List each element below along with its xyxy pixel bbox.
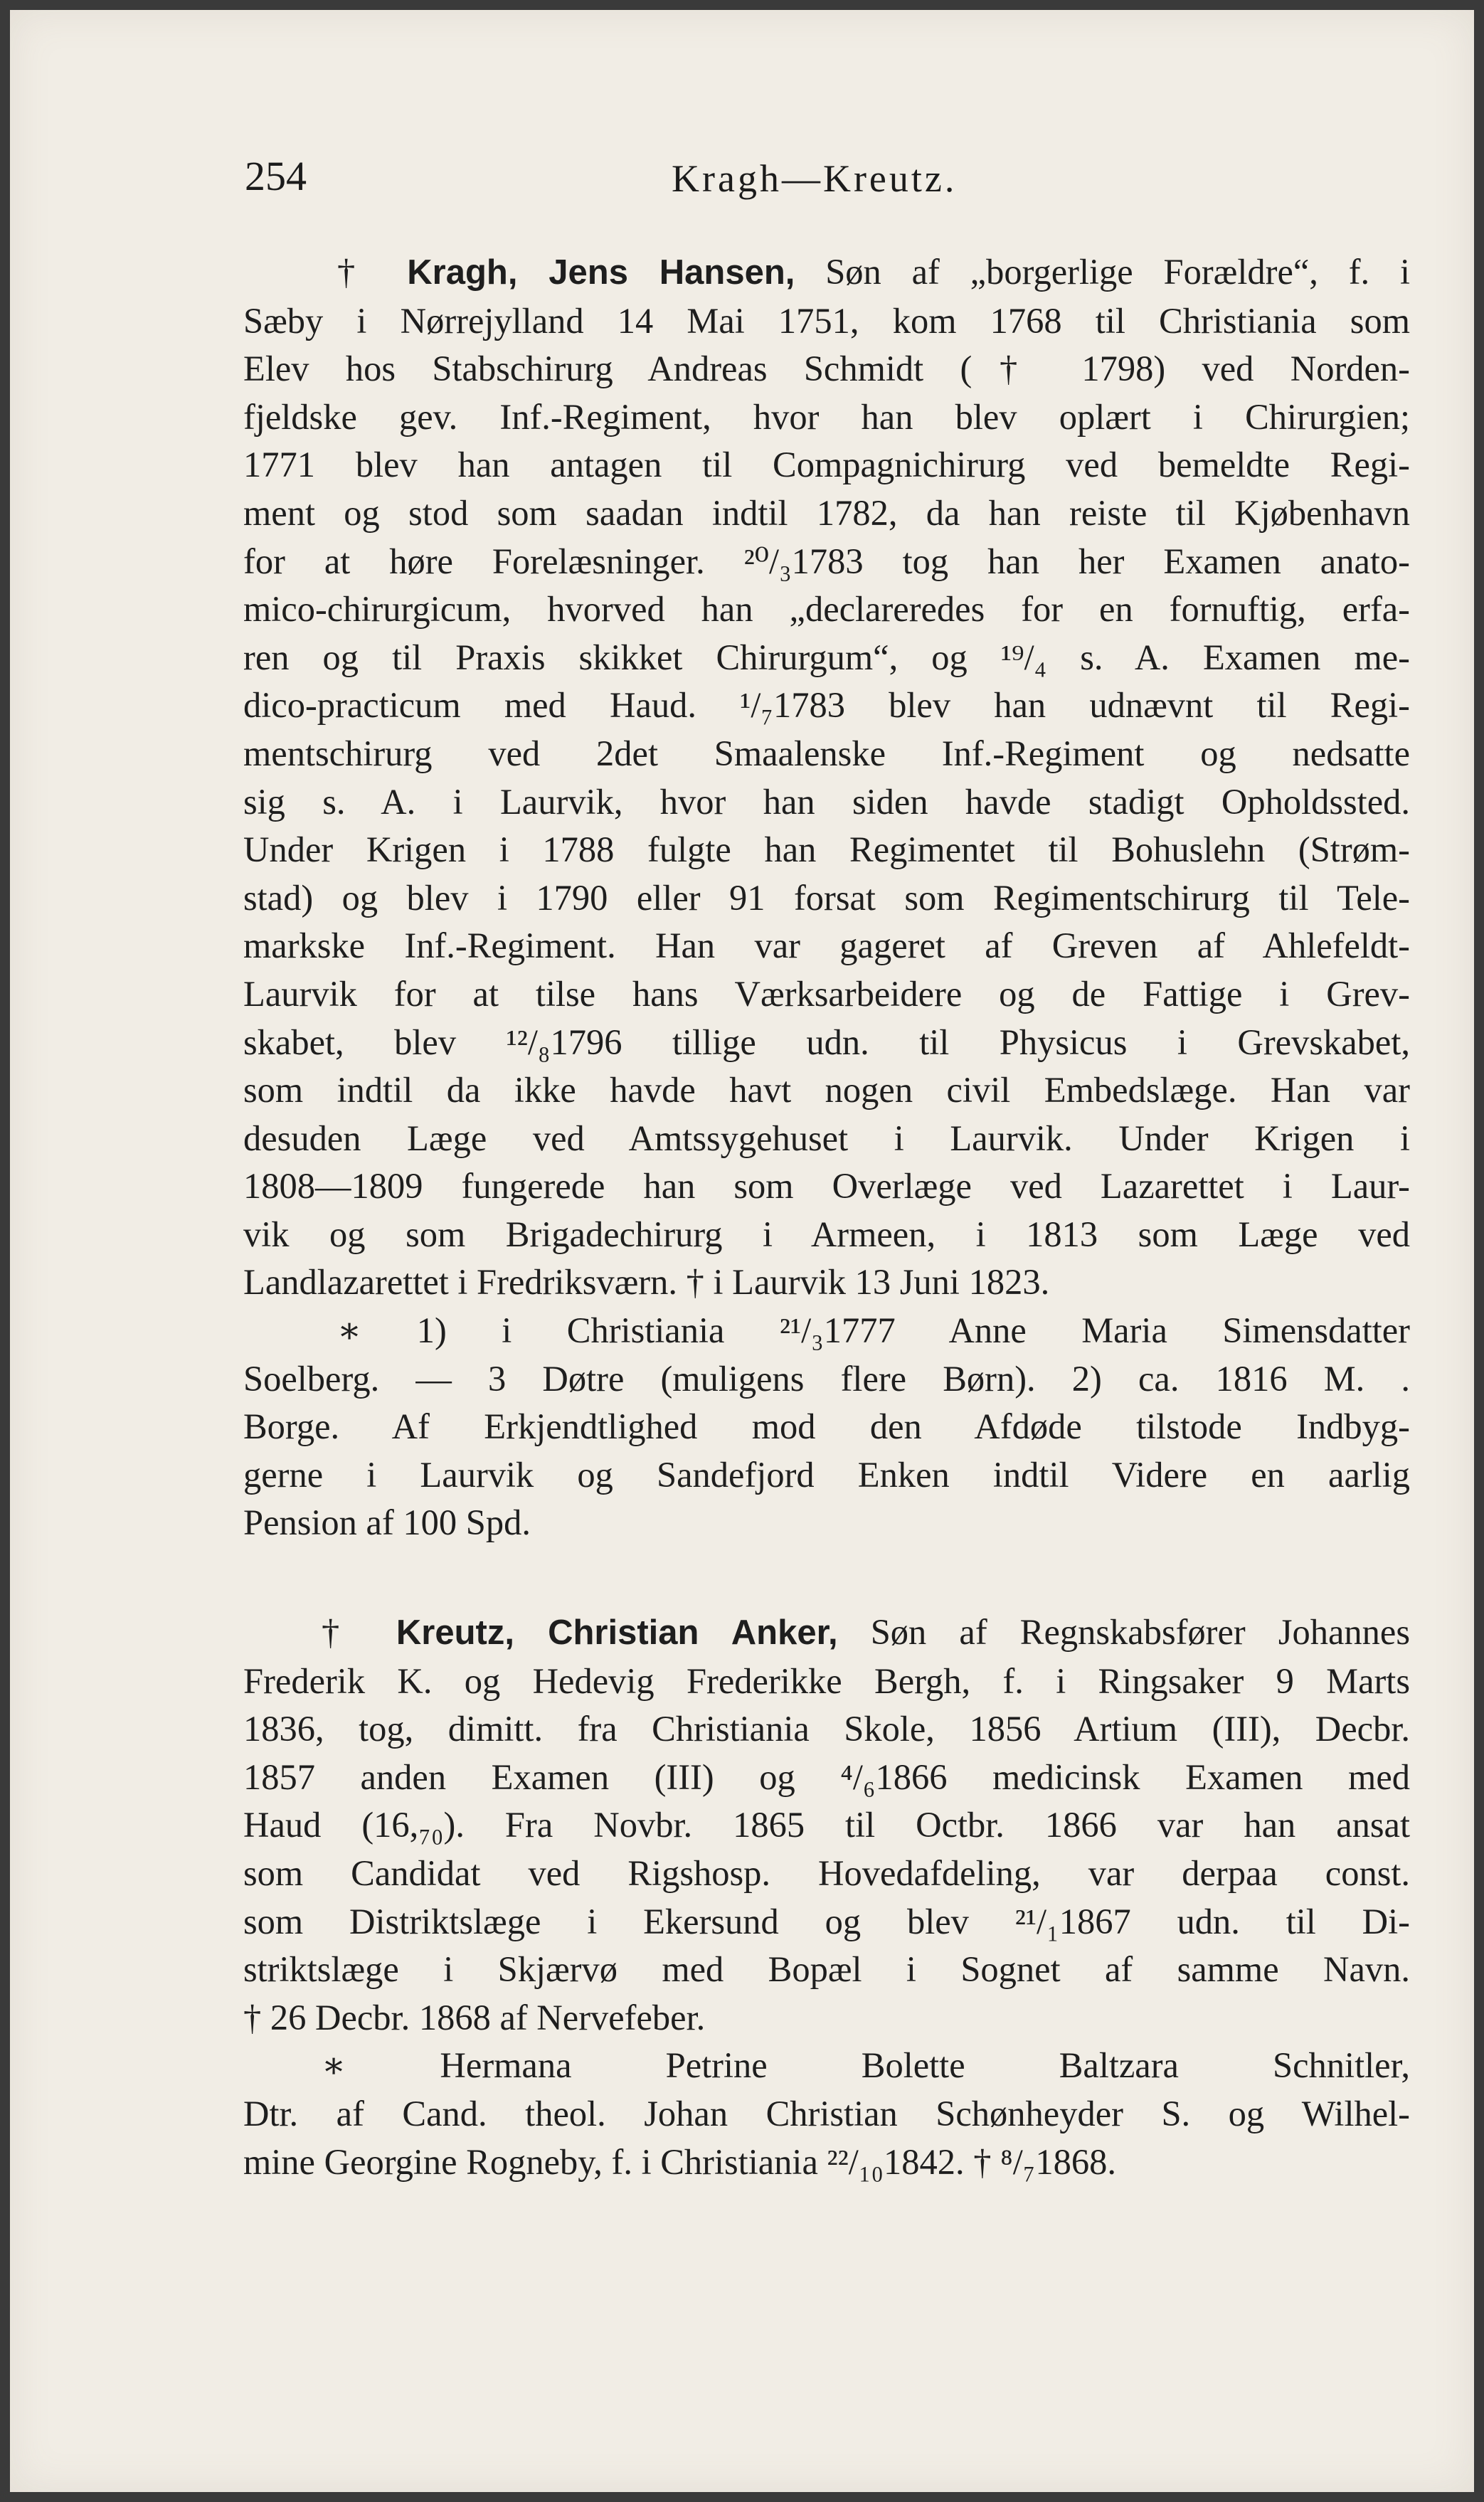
text-line: markske Inf.-Regiment. Han var gageret af Greven af Ahlefeldt- xyxy=(243,926,1410,966)
text-line: Elev hos Stabschirurg Andreas Schmidt († 1798) ved Norden- xyxy=(243,349,1410,389)
marriage-line: Pension af 100 Spd. xyxy=(243,1502,531,1543)
page-number: 254 xyxy=(245,153,307,199)
marriage-line: gerne i Laurvik og Sandefjord Enken indtil Videre en aarlig xyxy=(243,1454,1410,1495)
text-line: som Candidat ved Rigshosp. Hovedafdeling, var derpaa const. xyxy=(243,1853,1410,1893)
text-line: dico-practicum med Haud. ¹/₇1783 blev han udnævnt til Regi- xyxy=(243,685,1410,726)
text-line: 1771 blev han antagen til Compagnichirurg ved bemeldte Regi- xyxy=(243,445,1410,485)
text-line: Under Krigen i 1788 fulgte han Regimentet til Bohuslehn (Strøm- xyxy=(243,829,1410,870)
entry-first-line xyxy=(243,248,1410,297)
entry-first-line xyxy=(243,1608,1410,1658)
marriage-line: ∗ 1) i Christiania ²¹/₃1777 Anne Maria Simensdatter xyxy=(337,1310,1410,1351)
marriage-line: ∗ Hermana Petrine Bolette Baltzara Schnitler, xyxy=(322,2045,1410,2086)
text-line: som indtil da ikke havde havt nogen civil Embedslæge. Han var xyxy=(243,1070,1410,1110)
text-line: skabet, blev ¹²/₈1796 tillige udn. til Physicus i Grevskabet, xyxy=(243,1022,1410,1062)
text-line: Søn af Regnskabsfører Johannes xyxy=(837,1612,1410,1653)
text-line: mentschirurg ved 2det Smaalenske Inf.-Regiment og nedsatte xyxy=(243,733,1410,773)
text-line: som Distriktslæge i Ekersund og blev ²¹/₁1867 udn. til Di- xyxy=(243,1901,1410,1941)
text-line: Landlazarettet i Fredriksværn. † i Laurvik 13 Juni 1823. xyxy=(243,1262,1050,1303)
biography-entry-kreutz xyxy=(243,1608,1410,2186)
text-line: 1808—1809 fungerede han som Overlæge ved Lazarettet i Laur- xyxy=(243,1166,1410,1207)
text-line: for at høre Forelæsninger. ²⁰/₃1783 tog han her Examen anato- xyxy=(243,541,1410,581)
book-page xyxy=(10,10,1474,2492)
text-line: Laurvik for at tilse hans Værksarbeidere og de Fattige i Grev- xyxy=(243,973,1410,1014)
text-line: ment og stod som saadan indtil 1782, da han reiste til Kjøbenhavn xyxy=(243,492,1410,533)
death-dagger: † xyxy=(337,252,377,292)
text-line: sig s. A. i Laurvik, hvor han siden havde stadigt Opholdssted. xyxy=(243,781,1410,822)
text-line: Frederik K. og Hedevig Frederikke Bergh, f. i Ringsaker 9 Marts xyxy=(243,1660,1410,1701)
text-line: 1857 anden Examen (III) og ⁴/₆1866 medicinsk Examen med xyxy=(243,1756,1410,1797)
text-line: ren og til Praxis skikket Chirurgum“, og ¹⁹/₄ s. A. Examen me- xyxy=(243,637,1410,677)
page-body xyxy=(243,248,1410,2186)
marriage-line: mine Georgine Rogneby, f. i Christiania ²²/₁₀1842. † ⁸/₇1868. xyxy=(243,2141,1116,2182)
marriage-line: Dtr. af Cand. theol. Johan Christian Schønheyder S. og Wilhel- xyxy=(243,2093,1410,2133)
text-line: desuden Læge ved Amtssygehuset i Laurvik. Under Krigen i xyxy=(243,1118,1410,1158)
text-line: † 26 Decbr. 1868 af Nervefeber. xyxy=(243,1997,706,2037)
text-line: Haud (16,₇₀). Fra Novbr. 1865 til Octbr. 1866 var han ansat xyxy=(243,1805,1410,1845)
biography-entry-kragh xyxy=(243,248,1410,1547)
running-title: Kragh—Kreutz. xyxy=(672,157,958,200)
entry-separator xyxy=(243,1547,1410,1608)
entry-name: Kreutz, Christian Anker, xyxy=(396,1613,838,1653)
entry-name: Kragh, Jens Hansen, xyxy=(407,253,795,292)
marriage-line: Soelberg. — 3 Døtre (muligens flere Børn). 2) ca. 1816 M. . xyxy=(243,1358,1410,1399)
text-line: fjeldske gev. Inf.-Regiment, hvor han blev oplært i Chirurgien; xyxy=(243,396,1410,437)
page-header xyxy=(245,152,1389,209)
text-line: Sæby i Nørrejylland 14 Mai 1751, kom 1768 til Christiania som xyxy=(243,300,1410,341)
text-line: 1836, tog, dimitt. fra Christiania Skole, 1856 Artium (III), Decbr. xyxy=(243,1709,1410,1749)
text-line: striktslæge i Skjærvø med Bopæl i Sognet af samme Navn. xyxy=(243,1949,1410,1990)
marriage-line: Borge. Af Erkjendtlighed mod den Afdøde tilstode Indbyg- xyxy=(243,1406,1410,1447)
text-line: mico-chirurgicum, hvorved han „declareredes for en fornuftig, erfa- xyxy=(243,589,1410,630)
death-dagger: † xyxy=(322,1612,364,1653)
text-line: stad) og blev i 1790 eller 91 forsat som Regimentschirurg til Tele- xyxy=(243,877,1410,918)
text-line: vik og som Brigadechirurg i Armeen, i 1813 som Læge ved xyxy=(243,1214,1410,1254)
text-line: Søn af „borgerlige Forældre“, f. i xyxy=(795,252,1411,292)
